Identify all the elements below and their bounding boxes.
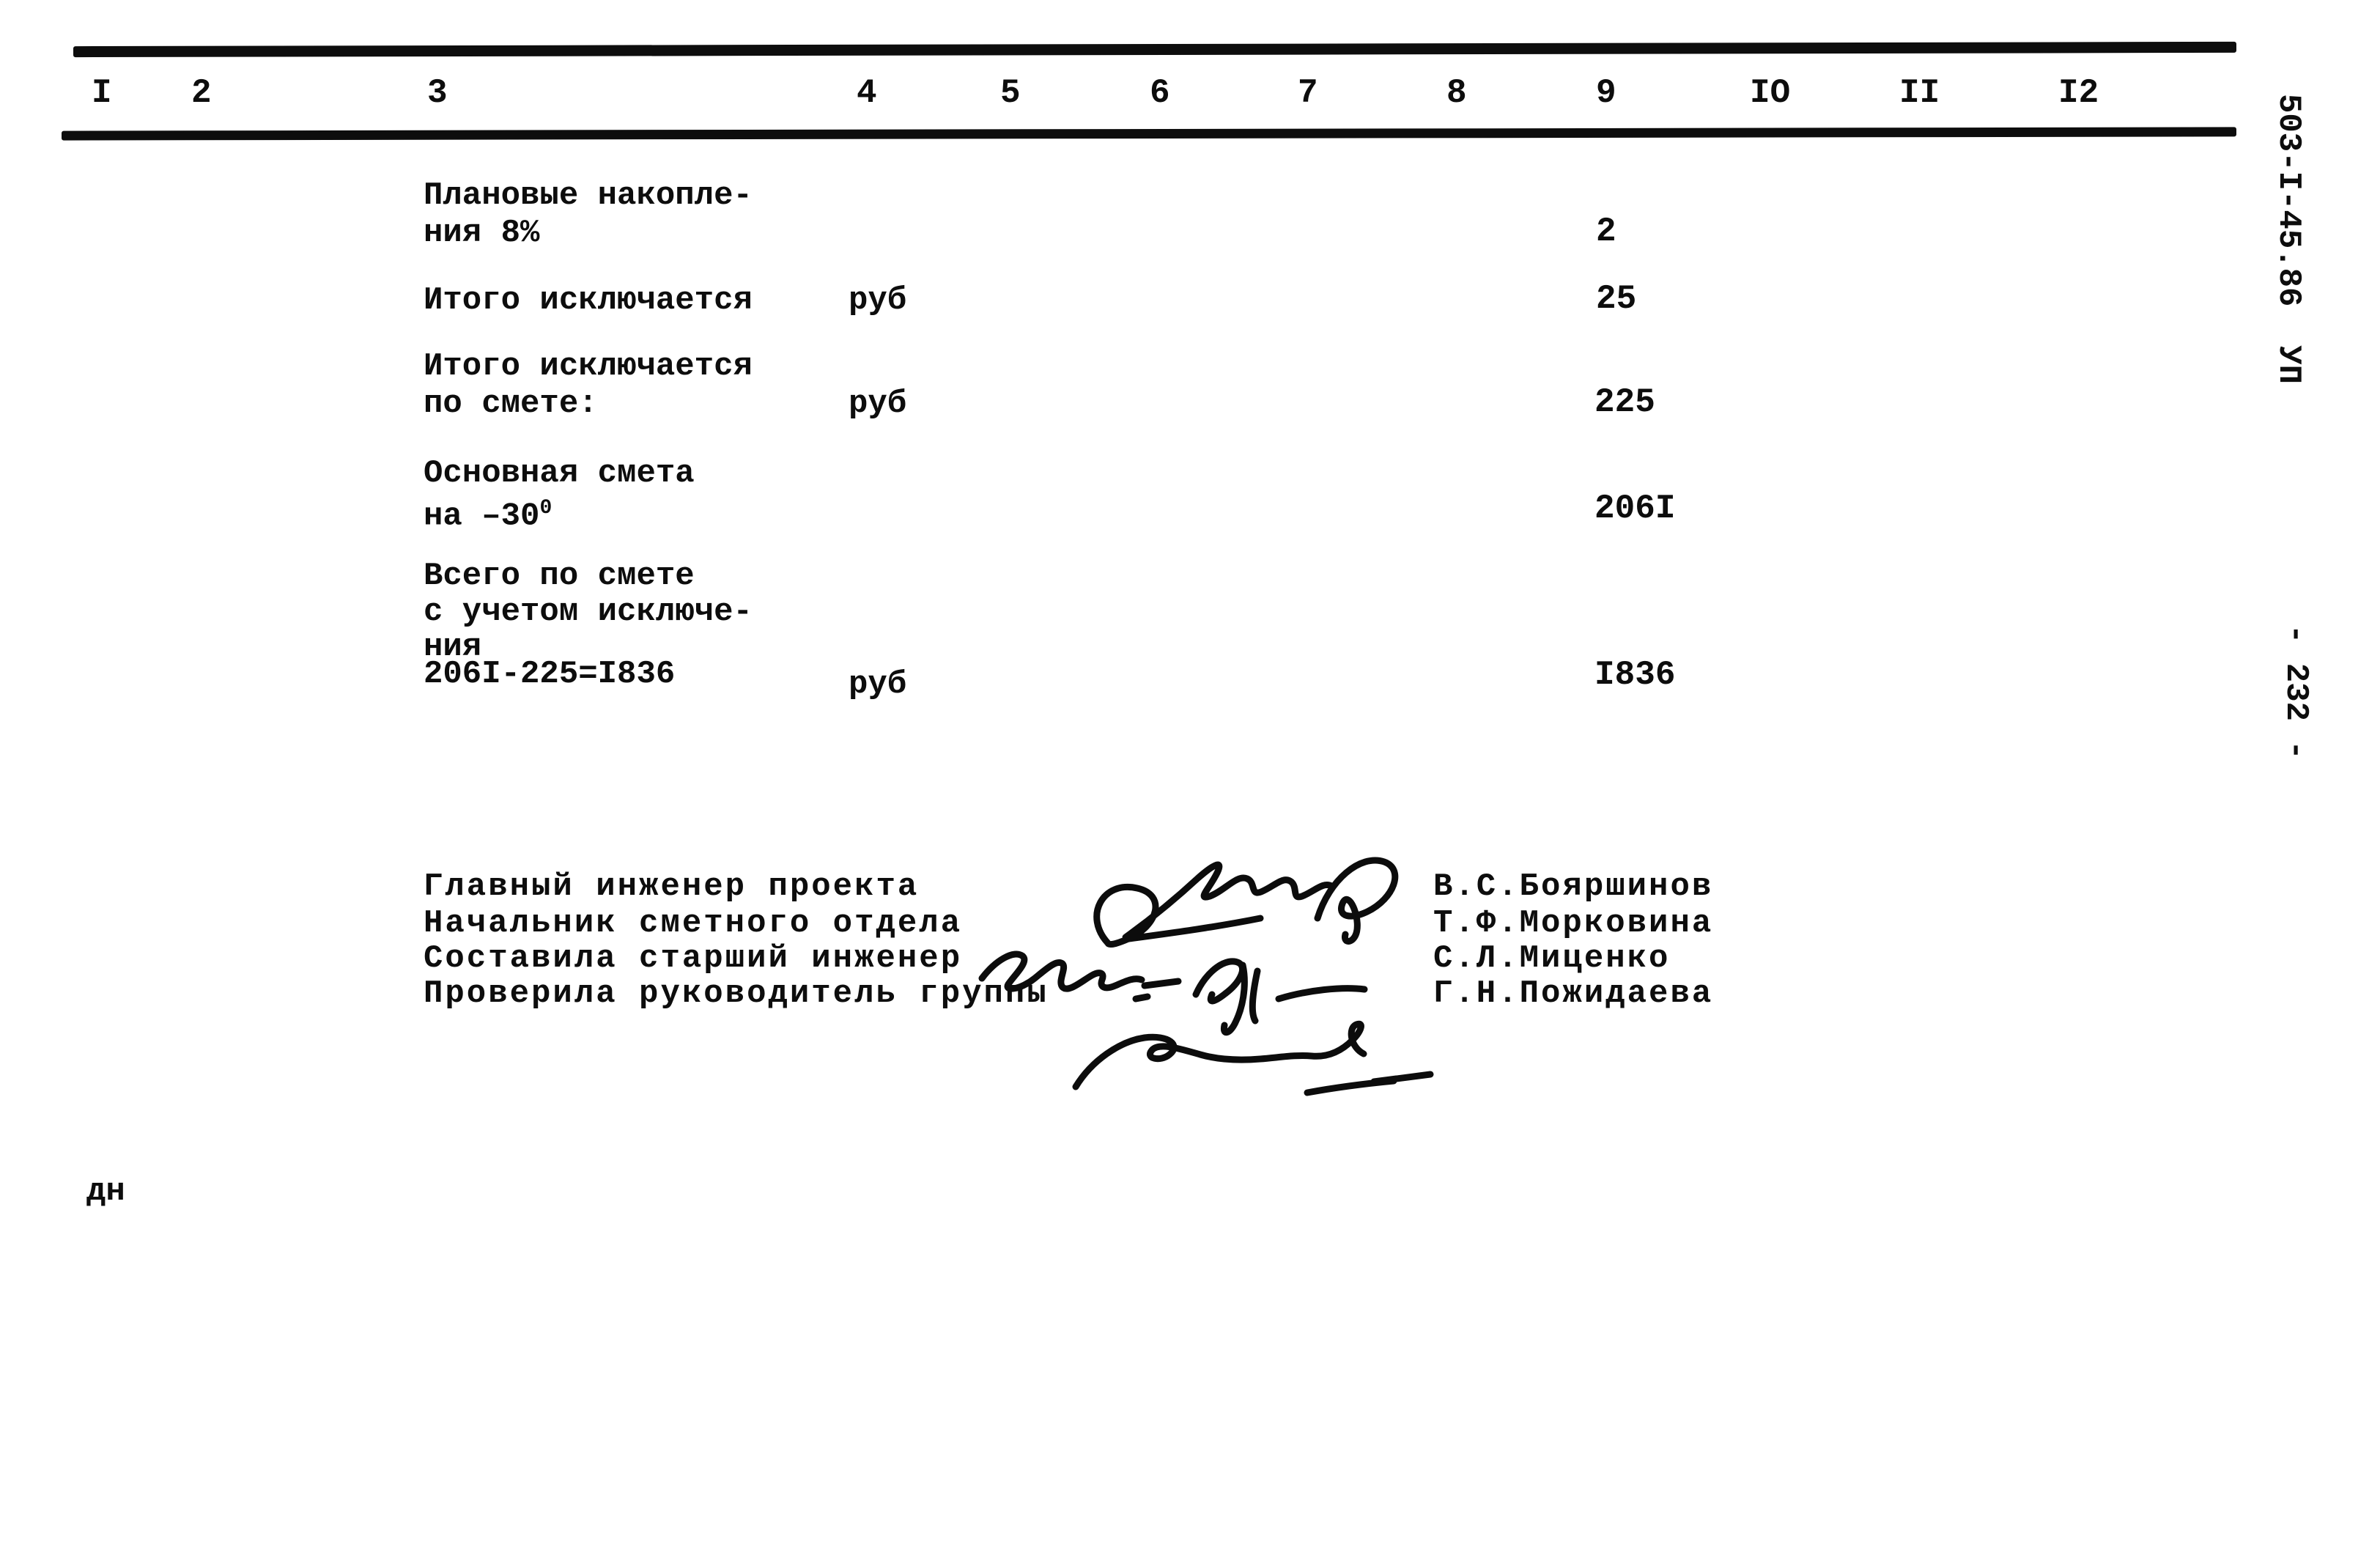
row-value: 225 xyxy=(1594,383,1655,421)
row-unit: руб xyxy=(849,282,907,319)
signature-stroke-2 xyxy=(982,954,1178,999)
row-value: 2 xyxy=(1596,213,1616,251)
row-label-line: с учетом исключе- xyxy=(424,594,753,630)
column-number-7: 7 xyxy=(1298,74,1318,112)
row-label-line: ния xyxy=(424,629,482,665)
column-number-12: I2 xyxy=(2058,74,2099,112)
signatory-role: Проверила руководитель группы xyxy=(424,975,1049,1012)
row-value: I836 xyxy=(1594,656,1676,694)
row-unit: руб xyxy=(849,666,907,703)
column-number-10: IO xyxy=(1750,74,1791,112)
margin-page-number: - 232 - xyxy=(2277,624,2314,760)
row-label-line: ния 8% xyxy=(424,215,540,251)
margin-document-code: 503-I-45.86 УП xyxy=(2270,94,2307,385)
signature-stroke-1 xyxy=(1097,860,1395,945)
row-label-line: Всего по смете xyxy=(424,558,695,594)
row-value: 25 xyxy=(1596,280,1637,318)
signatory-name: Г.Н.Пожидаева xyxy=(1433,975,1714,1012)
column-number-11: II xyxy=(1899,74,1940,112)
column-number-8: 8 xyxy=(1446,74,1467,112)
row-label-line: Плановые накопле- xyxy=(424,177,753,214)
degree-superscript: 0 xyxy=(539,497,552,520)
row-label-line: Итого исключается xyxy=(424,348,753,385)
table-header-rule-bottom xyxy=(62,127,2236,140)
signature-stroke-4 xyxy=(1076,1024,1430,1093)
signatory-name: С.Л.Миценко xyxy=(1433,940,1671,977)
table-header-rule-top xyxy=(73,42,2236,57)
signatory-name: Т.Ф.Морковина xyxy=(1433,905,1714,942)
row-formula: 206I-225=I836 xyxy=(424,656,676,693)
row-value: 206I xyxy=(1594,490,1676,528)
signature-stroke-3 xyxy=(1196,961,1364,1033)
column-number-2: 2 xyxy=(191,74,212,112)
column-number-4: 4 xyxy=(857,74,877,112)
signatory-role: Главный инженер проекта xyxy=(424,868,920,905)
column-number-9: 9 xyxy=(1596,74,1616,112)
handwritten-signatures xyxy=(953,802,1451,1110)
row-label-line: на $-30^0$ xyxy=(424,497,552,535)
signatory-role: Начальник сметного отдела xyxy=(424,905,963,942)
footer-note: дн xyxy=(86,1173,125,1210)
column-number-5: 5 xyxy=(1000,74,1021,112)
column-number-1: I xyxy=(92,74,112,112)
row-label-line: по смете: xyxy=(424,385,598,422)
signatory-name: В.С.Бояршинов xyxy=(1433,868,1714,905)
signatory-role: Составила старший инженер xyxy=(424,940,963,977)
row-label-line: Основная смета xyxy=(424,455,695,492)
column-number-6: 6 xyxy=(1150,74,1170,112)
row-label-line: Итого исключается xyxy=(424,282,753,319)
row-unit: руб xyxy=(849,385,907,422)
column-number-3: 3 xyxy=(427,74,448,112)
